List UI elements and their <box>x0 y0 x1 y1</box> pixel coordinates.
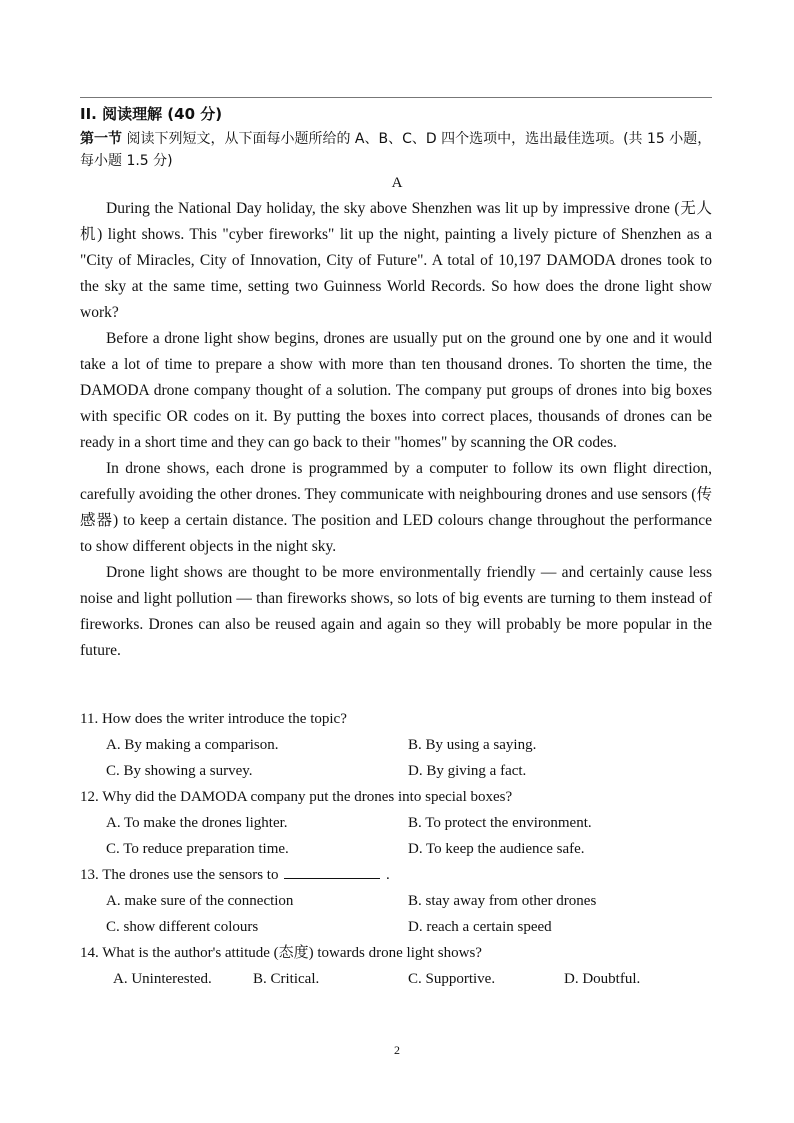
passage-paragraph: Before a drone light show begins, drones are usually put on the ground one by one and it would take a lot of time to prepare a show with more than ten thousand drones. To shorten the time, the DAMODA drone company thought of a solution. The company put groups of drones into big boxes with specific OR codes on it. By putting the boxes into correct places, thousands of drones can be ready in a short time and they can go back to their "homes" by scanning the OR codes. <box>80 330 712 451</box>
question-13-stem-end: . <box>385 867 390 883</box>
page-number: 2 <box>394 1043 400 1057</box>
question-11-option-b[interactable]: B. By using a saying. <box>408 737 537 753</box>
reading-passage <box>80 196 712 664</box>
passage-paragraph: Drone light shows are thought to be more environmentally friendly — and certainly cause less noise and light pollution — than fireworks shows, so lots of big events are turning to them instead of fireworks. Drones can also be reused again and again so they will probably be more popular in the future. <box>80 564 712 659</box>
section-title: II. 阅读理解 (40 分) <box>80 105 223 123</box>
question-13-option-d[interactable]: D. reach a certain speed <box>408 919 552 935</box>
question-14-option-d[interactable]: D. Doubtful. <box>564 971 641 987</box>
question-13-option-b[interactable]: B. stay away from other drones <box>408 893 597 909</box>
question-13-option-c[interactable]: C. show different colours <box>106 919 259 935</box>
question-11-stem: 11. How does the writer introduce the topic? <box>80 711 347 727</box>
section-instructions <box>80 128 712 172</box>
question-14-option-c[interactable]: C. Supportive. <box>408 971 496 987</box>
passage-letter: A <box>391 175 403 191</box>
question-13-stem <box>80 862 720 888</box>
question-14-stem: 14. What is the author's attitude (态度) towards drone light shows? <box>80 945 482 961</box>
question-11-option-c[interactable]: C. By showing a survey. <box>106 763 253 779</box>
question-13-stem-text: 13. The drones use the sensors to <box>80 867 279 883</box>
passage-paragraph: In drone shows, each drone is programmed by a computer to follow its own flight direction, carefully avoiding the other drones. They communicate with neighbouring drones and use sensors (传感器) to keep a certain distance. The position and LED colours change throughout the performance to show different objects in the night sky. <box>80 460 712 555</box>
question-13-option-a[interactable]: A. make sure of the connection <box>106 893 294 909</box>
question-12-stem: 12. Why did the DAMODA company put the drones into special boxes? <box>80 789 513 805</box>
question-12-option-a[interactable]: A. To make the drones lighter. <box>106 815 288 831</box>
question-12-option-d[interactable]: D. To keep the audience safe. <box>408 841 585 857</box>
question-12-option-c[interactable]: C. To reduce preparation time. <box>106 841 289 857</box>
passage-paragraph: During the National Day holiday, the sky above Shenzhen was lit up by impressive drone (无人机) light shows. This "cyber fireworks" lit up the night, painting a lively picture of Shenzhen as a "City of Miracles, City of Innovation, City of Future". A total of 10,197 DAMODA drones took to the sky at the same time, setting two Guinness World Records. So how does the drone light show work? <box>80 200 712 321</box>
question-14-option-b[interactable]: B. Critical. <box>253 971 320 987</box>
instructions-text: 阅读下列短文，从下面每小题所给的 A、B、C、D 四个选项中，选出最佳选项。(共 15 小题，每小题 1.5 分) <box>80 131 712 169</box>
answer-blank <box>284 864 380 879</box>
question-11-option-d[interactable]: D. By giving a fact. <box>408 763 527 779</box>
top-divider <box>80 97 712 98</box>
instructions-label: 第一节 <box>80 131 122 147</box>
question-14-option-a[interactable]: A. Uninterested. <box>113 971 212 987</box>
question-12-option-b[interactable]: B. To protect the environment. <box>408 815 592 831</box>
question-11-option-a[interactable]: A. By making a comparison. <box>106 737 279 753</box>
